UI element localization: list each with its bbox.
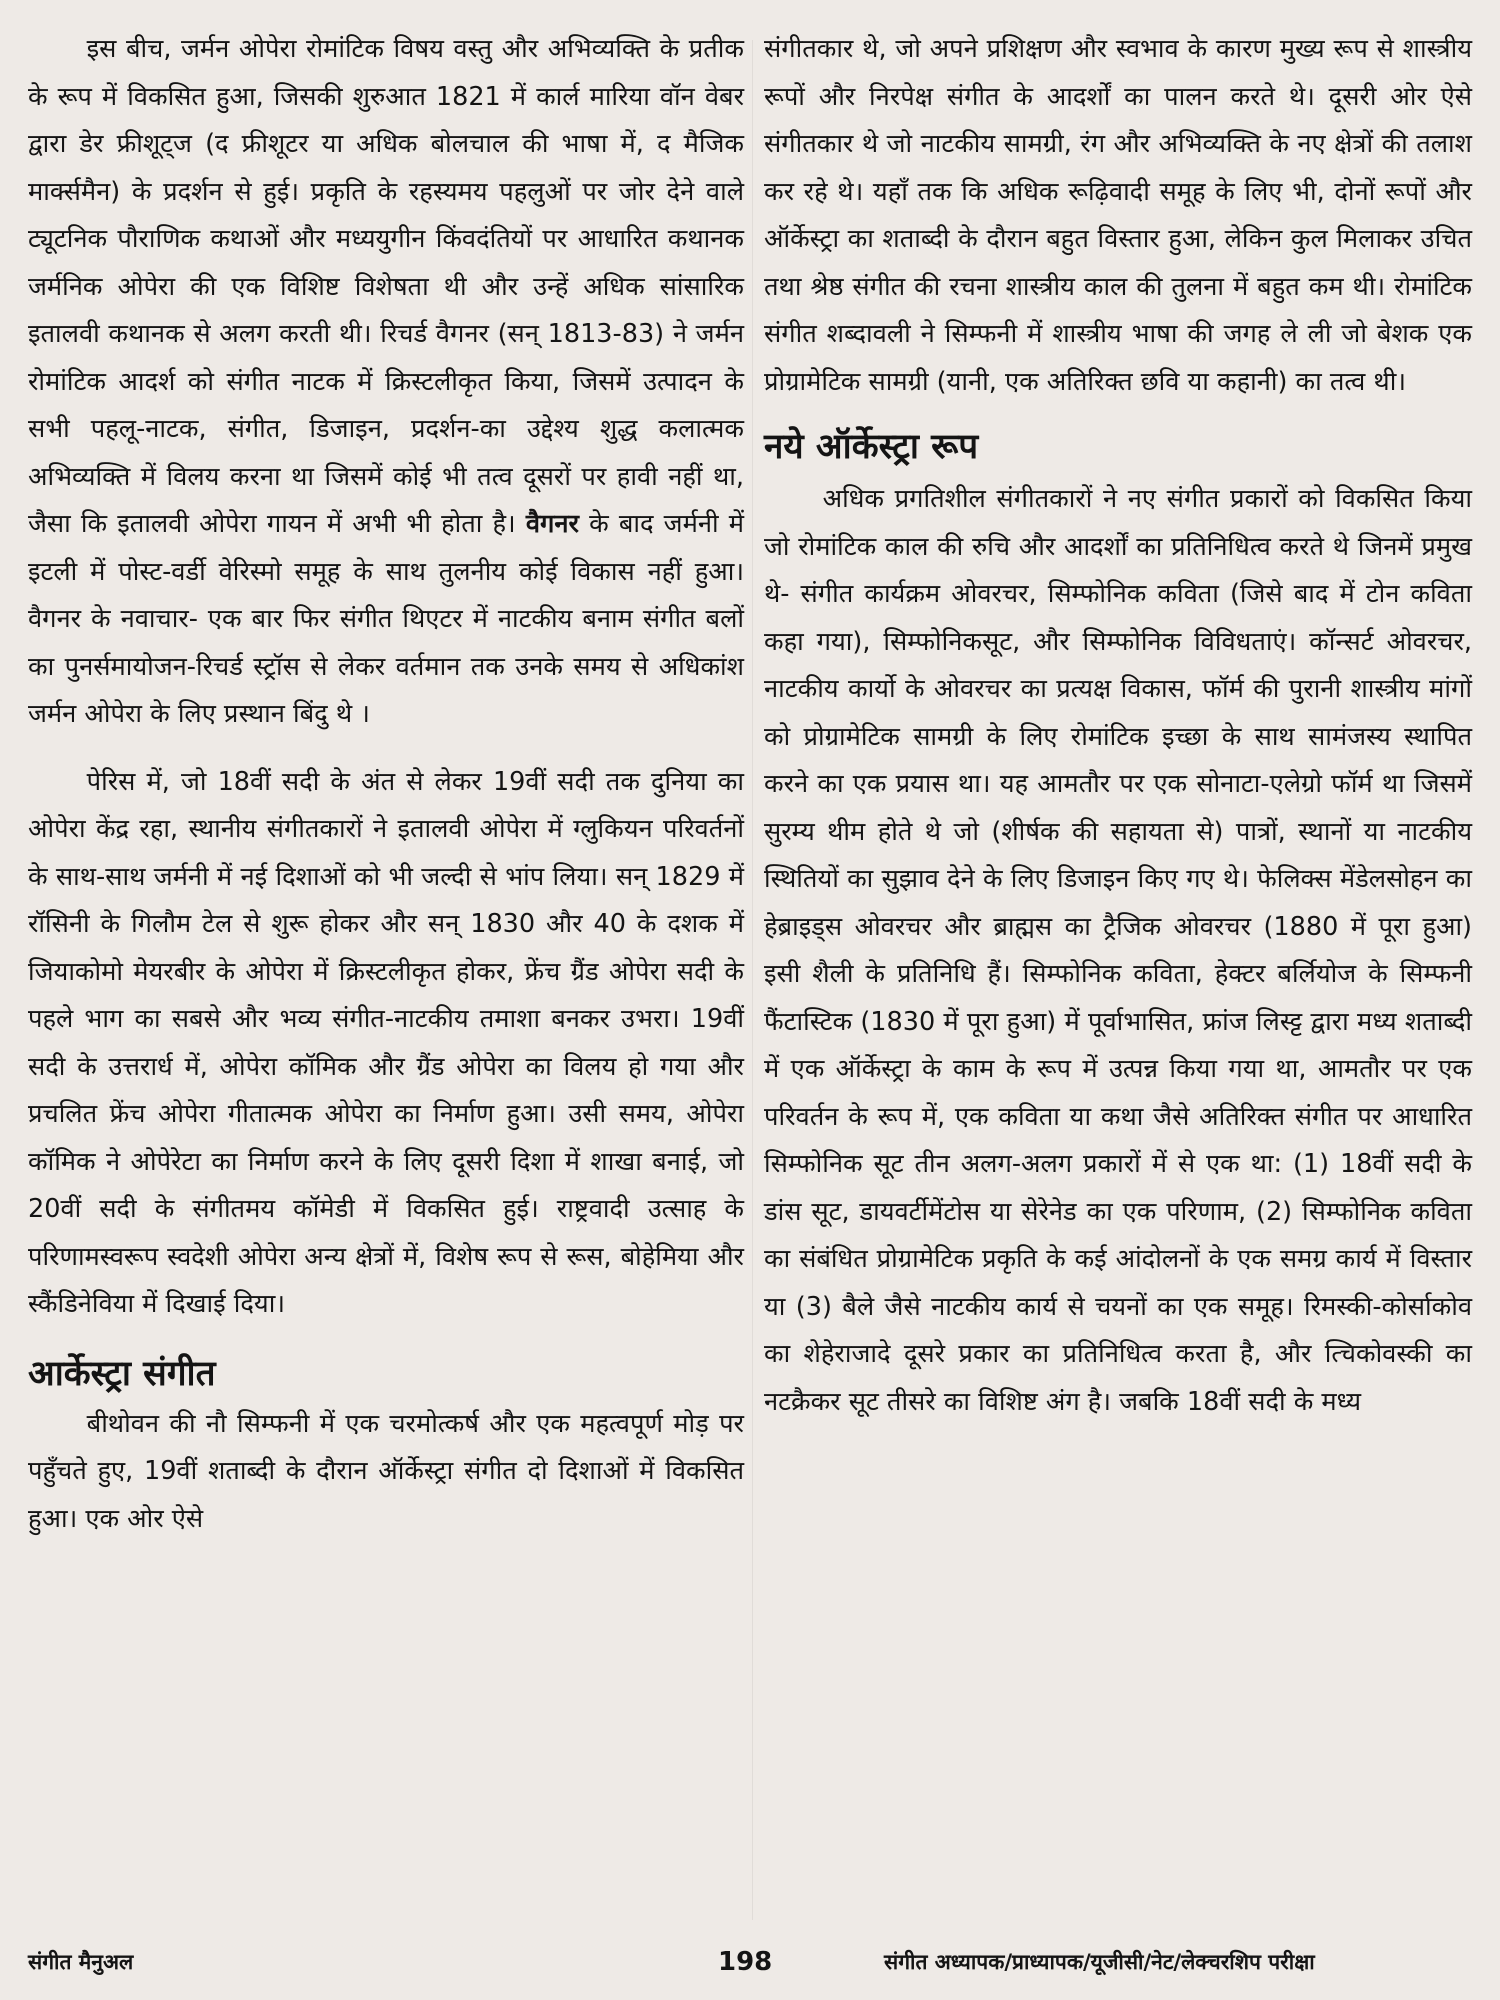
footer-book-title: संगीत मैनुअल bbox=[28, 1950, 134, 1974]
right-paragraph-2: अधिक प्रगतिशील संगीतकारों ने नए संगीत प्रकारों को विकसित किया जो रोमांटिक काल की रुचि और आदर्शों का प्रतिनिधित्व करते थे जिनमें प्रमुख थे- संगीत कार्यक्रम ओवरचर, सिम्फोनिक कविता (जिसे बाद में टोन कविता कहा गया), सिम्फोनिकसूट, और सिम्फोनिक विविधताएं। कॉन्सर्ट ओवरचर, नाटकीय कार्यो के ओवरचर का प्रत्यक्ष विकास, फॉर्म की पुरानी शास्त्रीय मांगों को प्रोग्रामेटिक सामग्री के लिए रोमांटिक इच्छा के साथ सामंजस्य स्थापित करने का एक प्रयास था। यह आमतौर पर एक सोनाटा-एलेग्रो फॉर्म था जिसमें सुरम्य थीम होते थे जो (शीर्षक की सहायता से) पात्रों, स्थानों या नाटकीय स्थितियों का सुझाव देने के लिए डिजाइन किए गए थे। फेलिक्स मेंडेलसोहन का हेब्राइड्स ओवरचर और ब्राह्मस का ट्रैजिक ओवरचर (1880 में पूरा हुआ) इसी शैली के प्रतिनिधि हैं। सिम्फोनिक कविता, हेक्टर बर्लियोज के सिम्फनी फैंटास्टिक (1830 में पूरा हुआ) में पूर्वाभासित, फ्रांज लिस्ट्ट द्वारा मध्य शताब्दी में एक ऑर्केस्ट्रा के काम के रूप में उत्पन्न किया गया था, आमतौर पर एक परिवर्तन के रूप में, एक कविता या कथा जैसे अतिरिक्त संगीत पर आधारित सिम्फोनिक सूट तीन अलग-अलग प्रकारों में से एक था: (1) 18वीं सदी के डांस सूट, डायवर्टीमेंटोस या सेरेनेड का एक परिणाम, (2) सिम्फोनिक कविता का संबंधित प्रोग्रामेटिक प्रकृति के कई आंदोलनों के एक समग्र कार्य में विस्तार या (3) बैले जैसे नाटकीय कार्य से चयनों का एक समूह। रिमस्की-कोर्साकोव का शेहेराजादे दूसरे प्रकार का प्रतिनिधित्व करता है, और त्चिकोवस्की का नटक्रैकर सूट तीसरे का विशिष्ट अंग है। जबकि 18वीं सदी के मध्य bbox=[764, 484, 1472, 1417]
page-footer bbox=[0, 1942, 1500, 1982]
left-paragraph-3: बीथोवन की नौ सिम्फनी में एक चरमोत्कर्ष और एक महत्वपूर्ण मोड़ पर पहुँचते हुए, 19वीं शताब्दी के दौरान ऑर्केस्ट्रा संगीत दो दिशाओं में विकसित हुआ। एक ओर ऐसे bbox=[28, 1408, 744, 1534]
left-column bbox=[28, 26, 744, 1543]
column-divider bbox=[752, 40, 753, 1920]
right-column bbox=[764, 26, 1472, 1426]
section-heading-orchestra-music: आर्केस्ट्रा संगीत bbox=[28, 1353, 216, 1394]
bold-term-wagner: वैगनर bbox=[525, 509, 579, 539]
left-paragraph-2: पेरिस में, जो 18वीं सदी के अंत से लेकर 19वीं सदी तक दुनिया का ओपेरा केंद्र रहा, स्थानीय संगीतकारों ने इतालवी ओपेरा में ग्लुकियन परिवर्तनों के साथ-साथ जर्मनी में नई दिशाओं को भी जल्दी से भांप लिया। सन् 1829 में रॉसिनी के गिलौम टेल से शुरू होकर और सन् 1830 और 40 के दशक में जियाकोमो मेयरबीर के ओपेरा में क्रिस्टलीकृत होकर, फ्रेंच ग्रैंड ओपेरा सदी के पहले भाग का सबसे और भव्य संगीत-नाटकीय तमाशा बनकर उभरा। 19वीं सदी के उत्तरार्ध में, ओपेरा कॉमिक और ग्रैंड ओपेरा का विलय हो गया और प्रचलित फ्रेंच ओपेरा गीतात्मक ओपेरा का निर्माण हुआ। उसी समय, ओपेरा कॉमिक ने ओपेरेटा का निर्माण करने के लिए दूसरी दिशा में शाखा बनाई, जो 20वीं सदी के संगीतमय कॉमेडी में विकसित हुई। राष्ट्रवादी उत्साह के परिणामस्वरूप स्वदेशी ओपेरा अन्य क्षेत्रों में, विशेष रूप से रूस, बोहेमिया और स्कैंडिनेविया में दिखाई दिया। bbox=[28, 766, 745, 1319]
left-paragraph-1: इस बीच, जर्मन ओपेरा रोमांटिक विषय वस्तु और अभिव्यक्ति के प्रतीक के रूप में विकसित हुआ, जिसकी शुरुआत 1821 में कार्ल मारिया वॉन वेबर द्वारा डेर फ्रीशूट्ज (द फ्रीशूटर या अधिक बोलचाल की भाषा में, द मैजिक मार्क्समैन) के प्रदर्शन से हुई। प्रकृति के रहस्यमय पहलुओं पर जोर देने वाले ट्यूटनिक पौराणिक कथाओं और मध्ययुगीन किंवदंतियों पर आधारित कथानक जर्मनिक ओपेरा की एक विशिष्ट विशेषता थी और उन्हें अधिक सांसारिक इतालवी कथानक से अलग करती थी। रिचर्ड वैगनर (सन् 1813-83) ने जर्मन रोमांटिक आदर्श को संगीत नाटक में क्रिस्टलीकृत किया, जिसमें उत्पादन के सभी पहलू-नाटक, संगीत, डिजाइन, प्रदर्शन-का उद्देश्य शुद्ध कलात्मक अभिव्यक्ति में विलय करना था जिसमें कोई भी तत्व दूसरों पर हावी नहीं था, जैसा कि इतालवी ओपेरा गायन में अभी भी होता है। वैगनर के बाद जर्मनी में इटली में पोस्ट-वर्डी वेरिस्मो समूह के साथ तुलनीय कोई विकास नहीं हुआ। वैगनर के नवाचार- एक बार फिर संगीत थिएटर में नाटकीय बनाम संगीत बलों का पुनर्समायोजन-रिचर्ड स्ट्रॉस से लेकर वर्तमान तक उनके समय से अधिकांश जर्मन ओपेरा के लिए प्रस्थान बिंदु थे । bbox=[28, 34, 744, 729]
section-heading-new-orchestral-forms: नये ऑर्केस्ट्रा रूप bbox=[764, 427, 979, 467]
footer-exam-title: संगीत अध्यापक/प्राध्यापक/यूजीसी/नेट/लेक्चरशिप परीक्षा bbox=[884, 1950, 1315, 1974]
page-number: 198 bbox=[718, 1947, 773, 1977]
right-paragraph-1: संगीतकार थे, जो अपने प्रशिक्षण और स्वभाव के कारण मुख्य रूप से शास्त्रीय रूपों और निरपेक्ष संगीत के आदर्शों का पालन करते थे। दूसरी ओर ऐसे संगीतकार थे जो नाटकीय सामग्री, रंग और अभिव्यक्ति के नए क्षेत्रों की तलाश कर रहे थे। यहाँ तक कि अधिक रूढ़िवादी समूह के लिए भी, दोनों रूपों और ऑर्केस्ट्रा का शताब्दी के दौरान बहुत विस्तार हुआ, लेकिन कुल मिलाकर उचित तथा श्रेष्ठ संगीत की रचना शास्त्रीय काल की तुलना में बहुत कम थी। रोमांटिक संगीत शब्दावली ने सिम्फनी में शास्त्रीय भाषा की जगह ले ली जो बेशक एक प्रोग्रामेटिक सामग्री (यानी, एक अतिरिक्त छवि या कहानी) का तत्व थी। bbox=[764, 34, 1472, 397]
